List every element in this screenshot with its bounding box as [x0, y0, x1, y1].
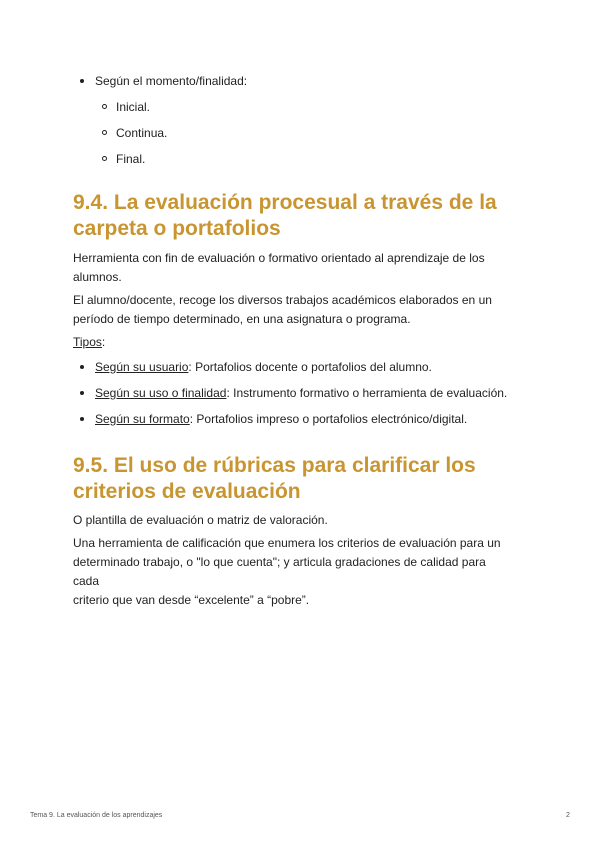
section-95-title	[73, 453, 533, 505]
paragraph-line: alumnos.	[73, 270, 122, 284]
section-94-title	[73, 190, 533, 242]
tipos-list	[73, 358, 533, 436]
paragraph-line: O plantilla de evaluación o matriz de valoración.	[73, 513, 328, 527]
page-number: 2	[566, 812, 570, 819]
section-94-paragraph-2	[73, 291, 513, 329]
section-94-paragraph-1	[73, 249, 513, 287]
paragraph-line: Herramienta con fin de evaluación o formativo orientado al aprendizaje de los	[73, 251, 485, 265]
list-item-text: Según el momento/finalidad:	[95, 74, 248, 88]
paragraph-line: determinado trabajo, o "lo que cuenta"; y articula gradaciones de calidad para cada	[73, 555, 486, 588]
section-94-title-line1: 9.4. La evaluación procesual a través de la	[73, 191, 497, 214]
section-95-paragraph-1	[73, 511, 513, 530]
bullet-icon	[80, 79, 84, 83]
list-item	[73, 358, 533, 376]
bullet-icon	[80, 365, 84, 369]
bullet-icon	[80, 391, 84, 395]
tipo-description: : Portafolios docente o portafolios del alumno.	[188, 360, 432, 374]
hollow-bullet-icon	[102, 130, 107, 135]
paragraph-line: período de tiempo determinado, en una asignatura o programa.	[73, 312, 411, 326]
section-95-title-line1: 9.5. El uso de rúbricas para clarificar los	[73, 454, 476, 477]
sub-list-item-text: Final.	[116, 152, 146, 166]
section-94-title-line2: carpeta o portafolios	[73, 217, 281, 240]
list-item	[73, 384, 533, 402]
tipo-description: : Instrumento formativo o herramienta de evaluación.	[226, 386, 508, 400]
paragraph-line: Una herramienta de calificación que enumera los criterios de evaluación para un	[73, 536, 501, 550]
tipos-label-text: Tipos	[73, 335, 102, 349]
footer-text: Tema 9. La evaluación de los aprendizajes	[30, 812, 163, 819]
section-95-title-line2: criterios de evaluación	[73, 480, 301, 503]
tipos-label	[73, 333, 513, 352]
list-item	[73, 410, 533, 428]
tipo-term: Según su usuario	[95, 360, 189, 374]
momento-list	[73, 72, 247, 168]
tipo-term: Según su uso o finalidad	[95, 386, 227, 400]
tipos-colon: :	[101, 335, 106, 349]
sub-list-item	[73, 98, 247, 116]
sub-list-item	[73, 150, 247, 168]
tipo-term: Según su formato	[95, 412, 190, 426]
hollow-bullet-icon	[102, 156, 107, 161]
paragraph-line: El alumno/docente, recoge los diversos trabajos académicos elaborados en un	[73, 293, 492, 307]
sub-list-item	[73, 124, 247, 142]
list-item	[73, 72, 247, 90]
bullet-icon	[80, 417, 84, 421]
paragraph-line: criterio que van desde “excelente” a “pobre”.	[73, 593, 310, 607]
hollow-bullet-icon	[102, 104, 107, 109]
tipo-description: : Portafolios impreso o portafolios electrónico/digital.	[189, 412, 468, 426]
section-95-paragraph-2	[73, 534, 513, 610]
sub-list-item-text: Continua.	[116, 126, 168, 140]
sub-list-item-text: Inicial.	[116, 100, 151, 114]
